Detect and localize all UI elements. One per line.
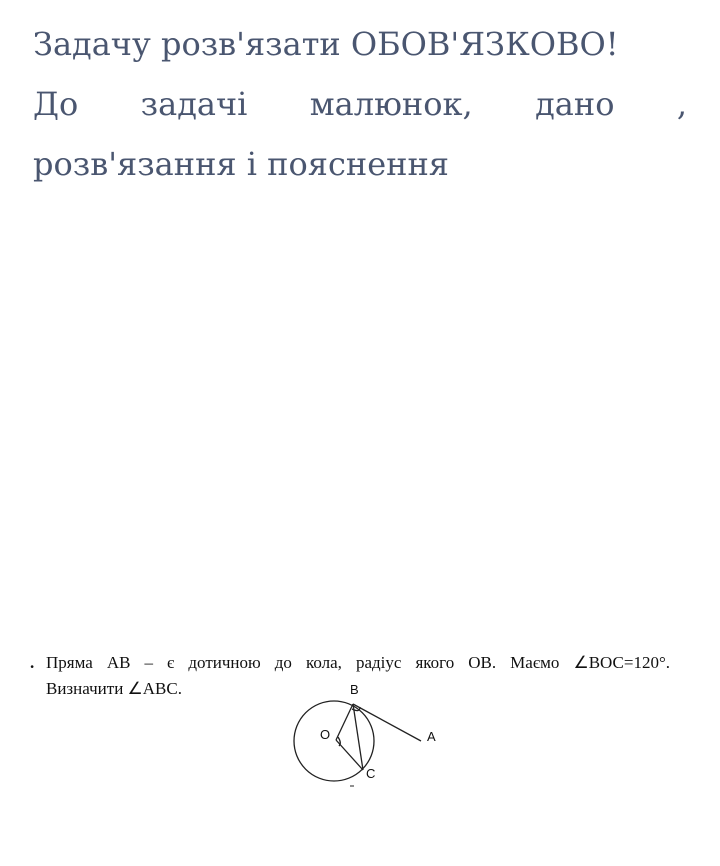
label-a: A xyxy=(427,729,436,744)
problem-bullet: . xyxy=(30,653,35,672)
heading-word: , xyxy=(676,85,688,123)
heading-word: До xyxy=(33,85,79,123)
label-c: C xyxy=(366,766,376,781)
tangent-ab xyxy=(353,704,421,741)
heading-word: малюнок, xyxy=(309,85,473,123)
radius-ob xyxy=(336,704,353,740)
heading-word: задачі xyxy=(140,85,248,123)
label-o: O xyxy=(320,727,331,742)
geometry-figure xyxy=(280,680,450,790)
problem-text-line-1: Пряма АВ – є дотичною до кола, радіус якого ОВ. Маємо ∠ВОС=120°. xyxy=(46,653,670,672)
problem-text-line-2: Визначити ∠АВС. xyxy=(46,679,182,698)
task-heading-line-3: розв'язання і пояснення xyxy=(33,145,449,183)
task-heading-line-1: Задачу розв'язати ОБОВ'ЯЗКОВО! xyxy=(33,25,619,63)
angle-mark-o xyxy=(338,737,340,746)
label-b: B xyxy=(350,682,359,697)
task-heading-line-2 xyxy=(33,74,687,134)
heading-word: дано xyxy=(535,85,615,123)
